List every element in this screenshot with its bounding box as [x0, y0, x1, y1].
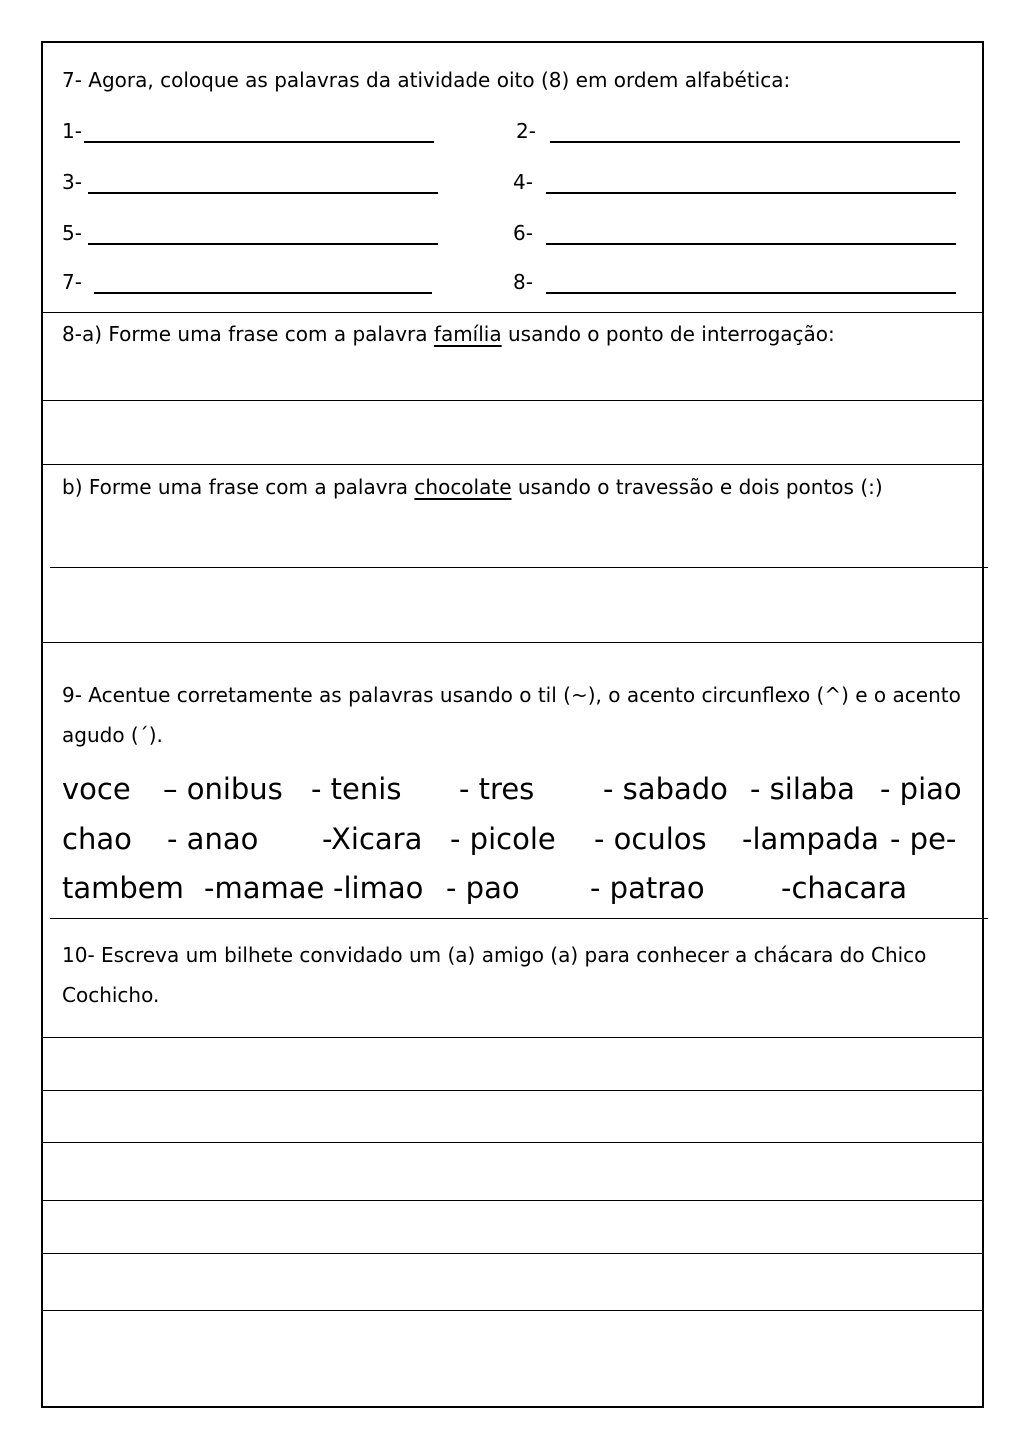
q9-word: voce: [62, 772, 131, 806]
section-divider: [50, 918, 988, 919]
q9-word: - piao: [880, 772, 962, 806]
q10-answer-line[interactable]: [43, 1090, 982, 1091]
q7-item-label: 5-: [62, 221, 82, 245]
q7-answer-line[interactable]: [550, 141, 960, 143]
q7-answer-line[interactable]: [546, 292, 956, 294]
q8a-prompt: 8-a) Forme uma frase com a palavra família usando o ponto de interrogação:: [62, 322, 835, 346]
q9-word: -limao: [333, 871, 424, 905]
q9-word: -chacara: [781, 871, 907, 905]
q7-item-label: 7-: [62, 270, 82, 294]
q7-answer-line[interactable]: [88, 192, 438, 194]
q7-item-label: 4-: [513, 170, 533, 194]
q9-word: - sabado: [603, 772, 728, 806]
q10-answer-line[interactable]: [43, 1142, 982, 1143]
q10-answer-line[interactable]: [43, 1200, 982, 1201]
q7-item-label: 6-: [513, 221, 533, 245]
section-divider: [43, 312, 982, 313]
q9-word: - picole: [450, 822, 556, 856]
q9-word: -mamae: [204, 871, 325, 905]
section-divider: [43, 464, 982, 465]
q9-word-row: [0, 863, 1024, 913]
q9-word: - anao: [167, 822, 259, 856]
q9-word-row: [0, 764, 1024, 814]
q8a-answer-line[interactable]: [43, 400, 982, 401]
q7-title: 7- Agora, coloque as palavras da atividade oito (8) em ordem alfabética:: [62, 68, 791, 92]
q7-answer-line[interactable]: [84, 141, 434, 143]
q9-word: – onibus: [163, 772, 283, 806]
q9-word: - patrao: [590, 871, 705, 905]
q9-title: 9- Acentue corretamente as palavras usando o til (~), o acento circunflexo (^) e o acento agudo (´).: [62, 683, 961, 747]
q9-word: -lampada: [742, 822, 879, 856]
q10-answer-line[interactable]: [43, 1037, 982, 1038]
q7-item-label: 1-: [62, 119, 82, 143]
q7-answer-line[interactable]: [94, 292, 432, 294]
q9-word: chao: [62, 822, 132, 856]
q7-item-label: 3-: [62, 170, 82, 194]
q9-word: -Xicara: [322, 822, 423, 856]
q9-word-row: [0, 814, 1024, 864]
q9-word: - tenis: [311, 772, 402, 806]
q8b-prompt: b) Forme uma frase com a palavra chocolate usando o travessão e dois pontos (:): [62, 475, 883, 499]
q9-word: - oculos: [594, 822, 707, 856]
q10-answer-line[interactable]: [43, 1253, 982, 1254]
q7-item-label: 2-: [516, 119, 536, 143]
q10-answer-line[interactable]: [43, 1310, 982, 1311]
q7-answer-line[interactable]: [546, 192, 956, 194]
q9-word: - tres: [459, 772, 535, 806]
q9-word: - pe-: [890, 822, 957, 856]
q9-word: - pao: [446, 871, 520, 905]
q9-word: - silaba: [750, 772, 855, 806]
q9-word: tambem: [62, 871, 184, 905]
q8b-keyword: chocolate: [414, 475, 512, 499]
section-divider: [43, 642, 982, 643]
q7-answer-line[interactable]: [546, 243, 956, 245]
q8a-keyword: família: [433, 322, 502, 346]
q7-answer-line[interactable]: [88, 243, 438, 245]
q10-title: 10- Escreva um bilhete convidado um (a) amigo (a) para conhecer a chácara do Chico Cochicho.: [62, 943, 927, 1007]
q8b-answer-line[interactable]: [50, 567, 988, 568]
q7-item-label: 8-: [513, 270, 533, 294]
